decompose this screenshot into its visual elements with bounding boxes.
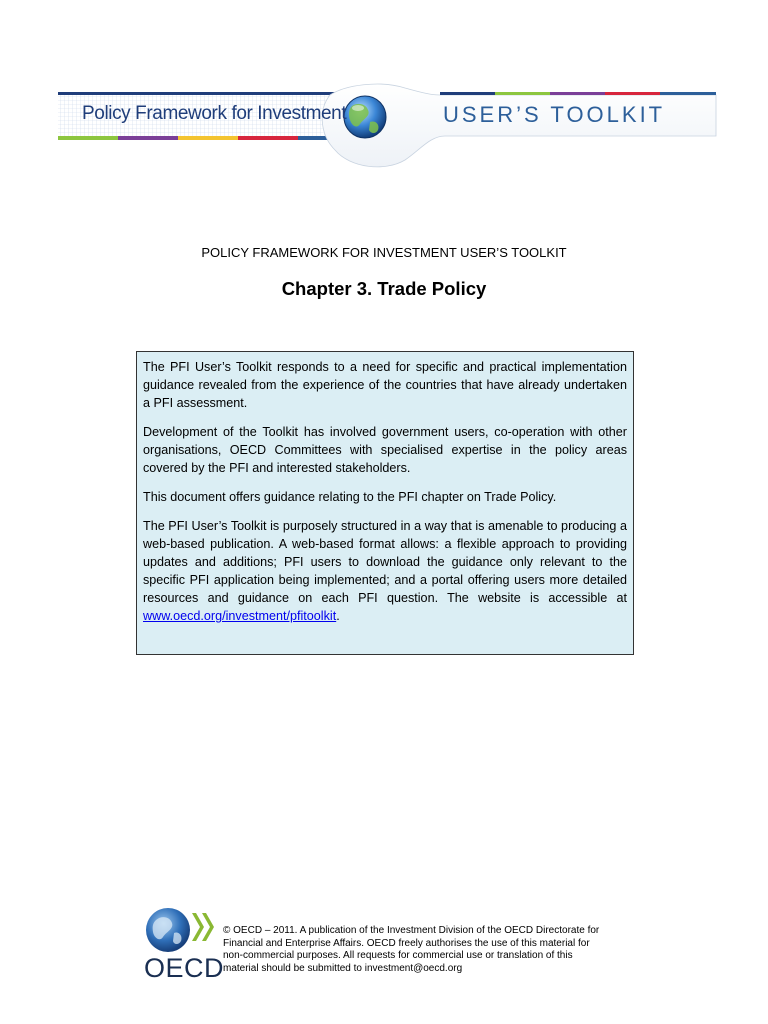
banner-left-title: Policy Framework for Investment [82, 103, 347, 124]
oecd-logo-text: OECD [144, 953, 225, 983]
intro-paragraph-2: Development of the Toolkit has involved government users, co-operation with other organisations, OECD Committees with specialised expertise in the policy areas covered by the PFI and interested stakeholders. [143, 425, 627, 475]
document-heading: POLICY FRAMEWORK FOR INVESTMENT USER’S TOOLKIT [201, 245, 567, 260]
footer [142, 905, 602, 985]
header-banner [0, 0, 768, 200]
intro-paragraph-1: The PFI User’s Toolkit responds to a need for specific and practical implementation guidance revealed from the experience of the countries that have already undertaken a PFI assessment. [143, 360, 627, 410]
oecd-globe-icon [142, 905, 222, 955]
intro-paragraph-4 [143, 517, 627, 625]
chapter-title: Chapter 3. Trade Policy [281, 278, 487, 299]
intro-paragraph-3: This document offers guidance relating to the PFI chapter on Trade Policy. [143, 490, 557, 504]
copyright-notice: © OECD – 2011. A publication of the Investment Division of the OECD Directorate for Financial and Enterprise Affairs. OECD freely authorises the use of this material for non-commercial purposes. All requests for commercial use or translation of this material should be submitted to investment@oecd.org [223, 925, 600, 974]
banner-right-title: USER’S TOOLKIT [443, 102, 666, 127]
toolkit-website-link[interactable]: www.oecd.org/investment/pfitoolkit [143, 609, 337, 623]
banner-graphic [0, 0, 768, 200]
intro-paragraph-4-end: . [336, 609, 340, 623]
intro-paragraph-4-text: The PFI User’s Toolkit is purposely structured in a way that is amenable to producing a web-based publication. A web-based format allows: a flexible approach to providing updates and additions; PFI users to download the guidance only relevant to the specific PFI application being implemented; and a portal offering users more detailed resources and guidance on each PFI question. The website is accessible at [143, 519, 627, 605]
intro-info-box [136, 351, 634, 655]
